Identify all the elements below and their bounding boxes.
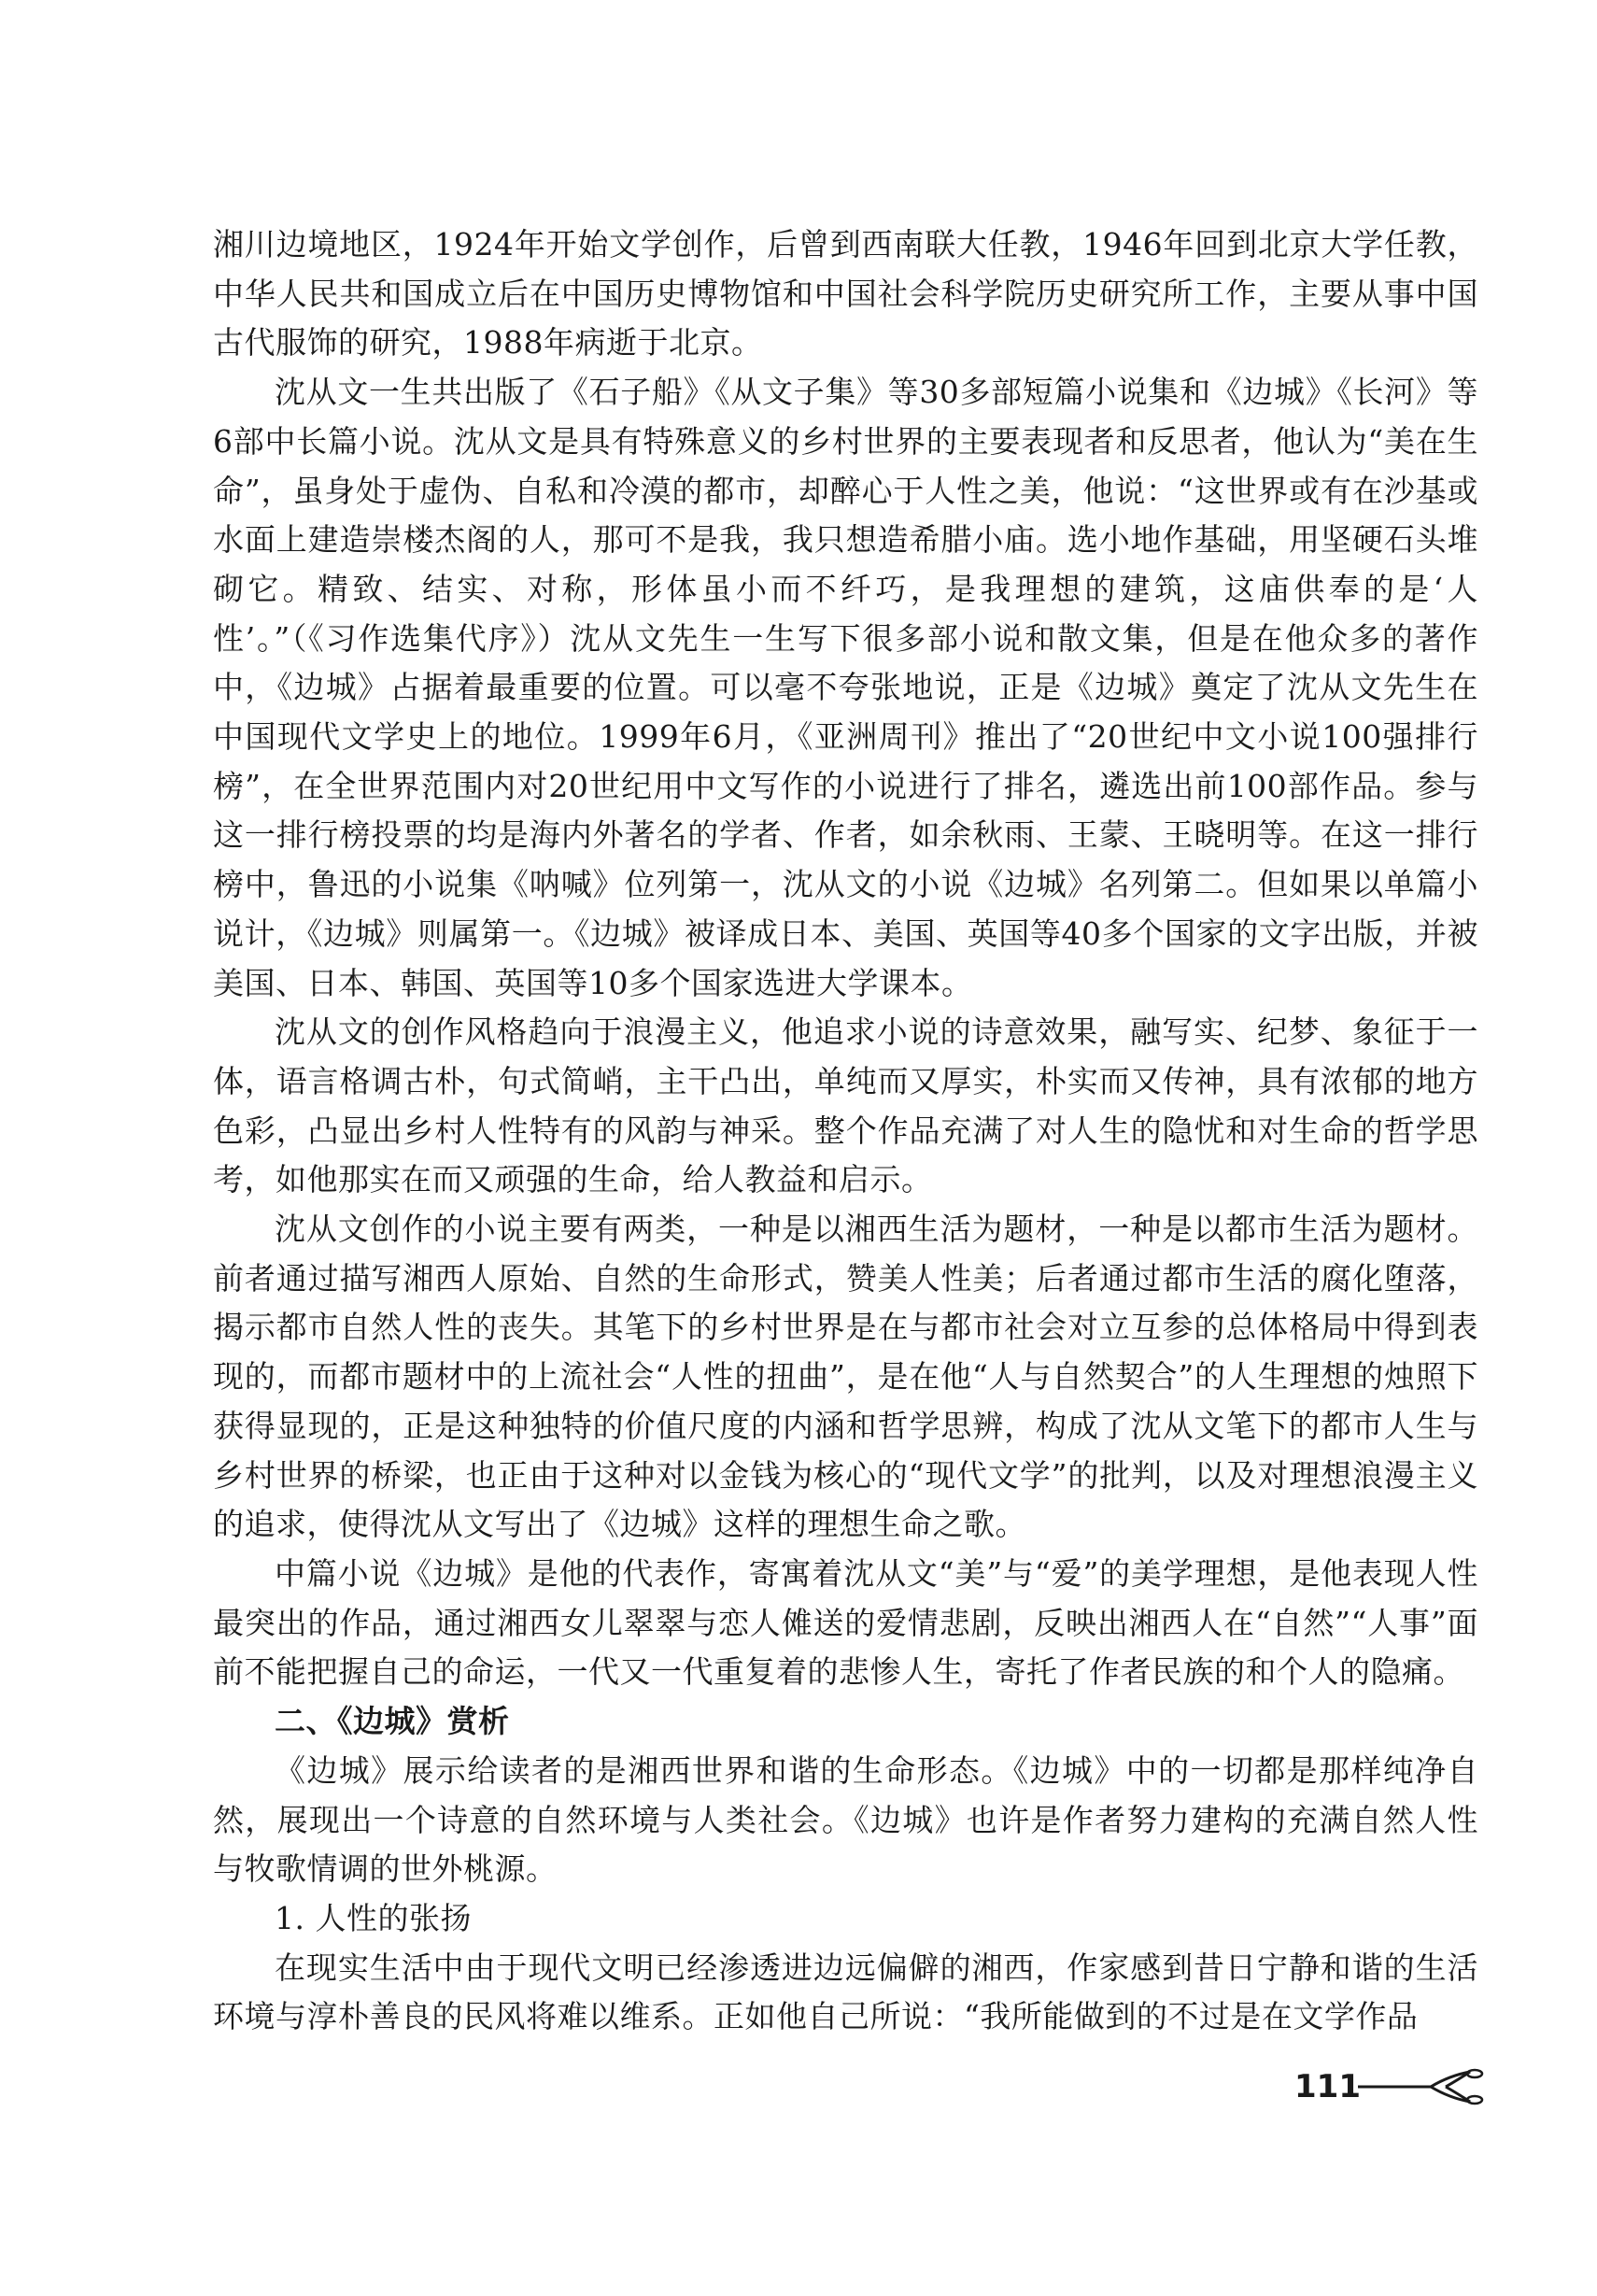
paragraph-continued: 湘川边境地区，1924年开始文学创作，后曾到西南联大任教，1946年回到北京大学任教，中华人民共和国成立后在中国历史博物馆和中国社会科学院历史研究所工作，主要从事中国古代服饰的研究，1988年病逝于北京。 [213,226,1478,361]
paragraph-works: 沈从文一生共出版了《石子船》《从文子集》等30多部短篇小说集和《边城》《长河》等6部中长篇小说。沈从文是具有特殊意义的乡村世界的主要表现者和反思者，他认为“美在生命”，虽身处于虚伪、自私和冷漠的都市，却醉心于人性之美，他说：“这世界或有在沙基或水面上建造崇楼杰阁的人，那可不是我，我只想造希腊小庙。选小地作基础，用坚硬石头堆砌它。精致、结实、对称，形体虽小而不纤巧，是我理想的建筑，这庙供奉的是‘人性’。”（《习作选集代序》）沈从文先生一生写下很多部小说和散文集，但是在他众多的著作中，《边城》占据着最重要的位置。可以毫不夸张地说，正是《边城》奠定了沈从文先生在中国现代文学史上的地位。1999年6月，《亚洲周刊》推出了“20世纪中文小说100强排行榜”，在全世界范围内对20世纪用中文写作的小说进行了排名，遴选出前100部作品。参与这一排行榜投票的均是海内外著名的学者、作者，如余秋雨、王蒙、王晓明等。在这一排行榜中，鲁迅的小说集《呐喊》位列第一，沈从文的小说《边城》名列第二。但如果以单篇小说计，《边城》则属第一。《边城》被译成日本、美国、英国等40多个国家的文字出版，并被美国、日本、韩国、英国等10多个国家选进大学课本。 [213,374,1478,1001]
paragraph-style: 沈从文的创作风格趋向于浪漫主义，他追求小说的诗意效果，融写实、纪梦、象征于一体，语言格调古朴，句式简峭，主干凸出，单纯而又厚实，朴实而又传神，具有浓郁的地方色彩，凸显出乡村人性特有的风韵与神采。整个作品充满了对人生的隐忧和对生命的哲学思考，如他那实在而又顽强的生命，给人教益和启示。 [213,1013,1478,1198]
body-text [213,220,1478,2042]
scissors-ornament-icon [1356,2066,1487,2107]
paragraph-biancheng: 中篇小说《边城》是他的代表作，寄寓着沈从文“美”与“爱”的美学理想，是他表现人性最突出的作品，通过湘西女儿翠翠与恋人傩送的爱情悲剧，反映出湘西人在“自然”“人事”面前不能把握自己的命运，一代又一代重复着的悲惨人生，寄托了作者民族的和个人的隐痛。 [213,1554,1478,1691]
page-number: 111 [1294,2068,1361,2105]
section-paragraph: 《边城》展示给读者的是湘西世界和谐的生命形态。《边城》中的一切都是那样纯净自然，展现出一个诗意的自然环境与人类社会。《边城》也许是作者努力建构的充满自然人性与牧歌情调的世外桃源。 [213,1751,1478,1888]
sub-paragraph: 在现实生活中由于现代文明已经渗透进边远偏僻的湘西，作家感到昔日宁静和谐的生活环境与淳朴善良的民风将难以维系。正如他自己所说：“我所能做到的不过是在文学作品 [213,1949,1478,2035]
paragraph-themes: 沈从文创作的小说主要有两类，一种是以湘西生活为题材，一种是以都市生活为题材。前者通过描写湘西人原始、自然的生命形式，赞美人性美；后者通过都市生活的腐化堕落，揭示都市自然人性的丧失。其笔下的乡村世界是在与都市社会对立互参的总体格局中得到表现的，而都市题材中的上流社会“人性的扭曲”，是在他“人与自然契合”的人生理想的烛照下获得显现的，正是这种独特的价值尺度的内涵和哲学思辨，构成了沈从文笔下的都市人生与乡村世界的桥梁，也正由于这种对以金钱为核心的“现代文学”的批判，以及对理想浪漫主义的追求，使得沈从文写出了《边城》这样的理想生命之歌。 [213,1211,1478,1543]
section-heading: 二、《边城》赏析 [275,1703,510,1740]
subheading: 1. 人性的张扬 [275,1899,472,1936]
